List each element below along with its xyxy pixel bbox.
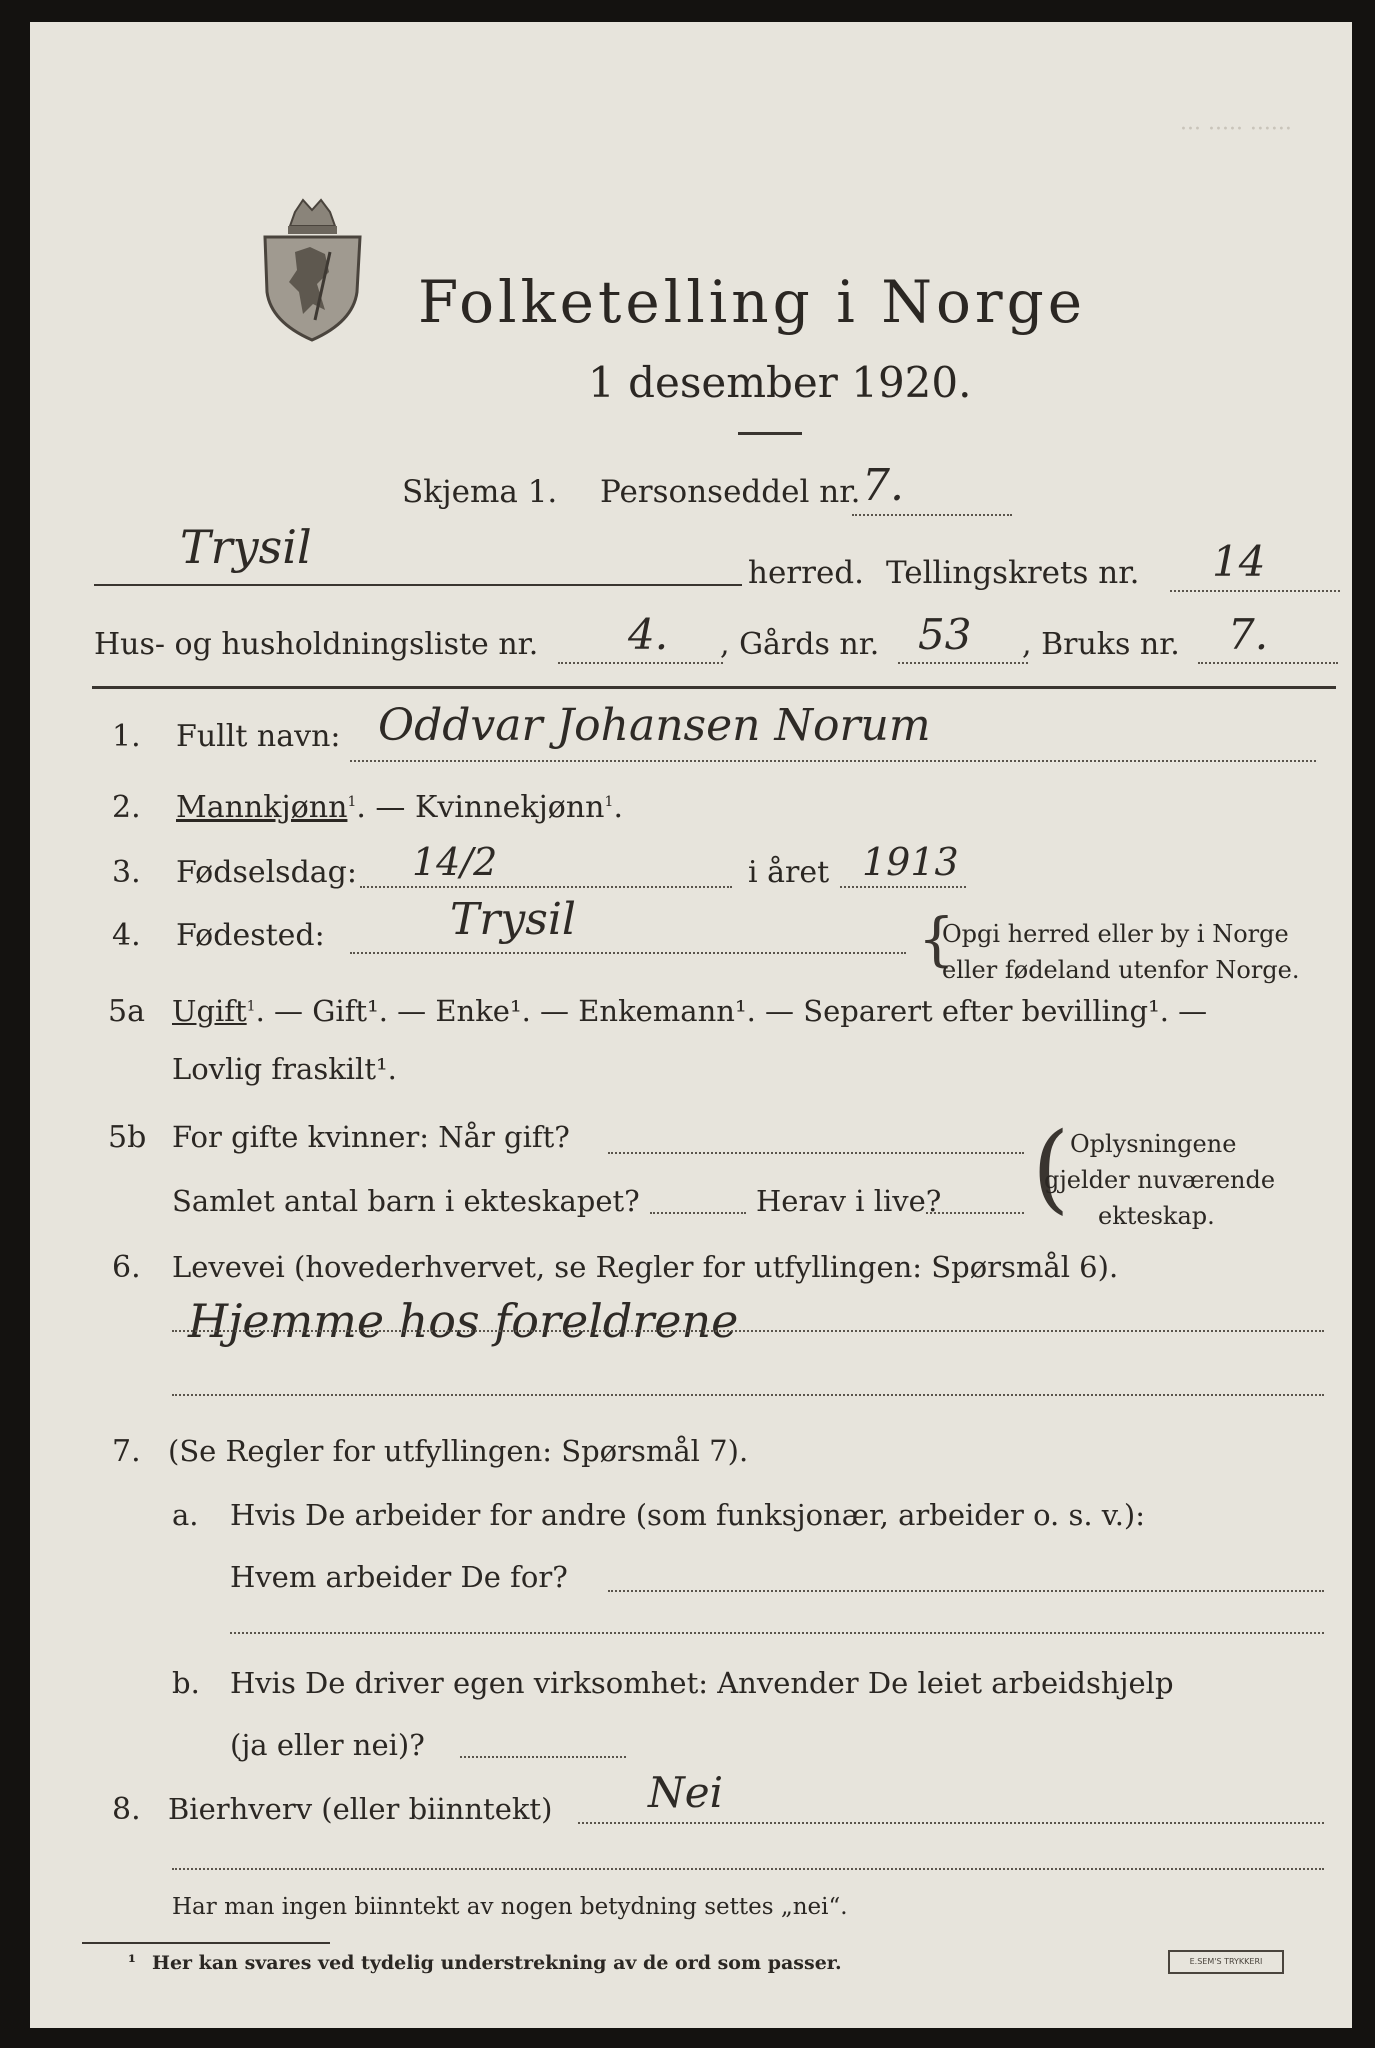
bleed-through-mark: ··· ····· ······ bbox=[1180, 117, 1292, 142]
gards-label: , Gårds nr. bbox=[720, 627, 880, 662]
q5b-label1: For gifte kvinner: Når gift? bbox=[172, 1120, 570, 1154]
q1-number: 1. bbox=[112, 719, 141, 754]
tellingskrets-line bbox=[1170, 590, 1340, 592]
husliste-value: 4. bbox=[628, 610, 669, 659]
q6-number: 6. bbox=[112, 1250, 141, 1285]
q7a-line2 bbox=[230, 1632, 1324, 1634]
q2-kvinnekjonn: Kvinnekjønn bbox=[414, 790, 605, 825]
q3-label: Fødselsdag: bbox=[176, 855, 357, 890]
q4-brace: { bbox=[918, 905, 955, 973]
q5b-line2 bbox=[650, 1212, 746, 1214]
census-form-page bbox=[30, 22, 1352, 2028]
q4-note-line2: eller fødeland utenfor Norge. bbox=[942, 956, 1300, 984]
q2-mannkjonn: Mannkjønn bbox=[176, 790, 348, 825]
q8-line2 bbox=[172, 1868, 1324, 1870]
q3-number: 3. bbox=[112, 855, 141, 890]
q5a-options: Ugift$^1$. — Gift¹. — Enke¹. — Enkemann¹. — Separert efter bevilling¹. — bbox=[172, 994, 1208, 1028]
husliste-label: Hus- og husholdningsliste nr. bbox=[94, 627, 539, 662]
q7b-text: Hvis De driver egen virksomhet: Anvender De leiet arbeidshjelp bbox=[230, 1666, 1174, 1700]
schema-label: Skjema 1. bbox=[402, 474, 558, 510]
q6-occupation: Hjemme hos foreldrene bbox=[188, 1294, 739, 1348]
q5a-number: 5a bbox=[108, 994, 145, 1029]
bruks-value: 7. bbox=[1228, 610, 1269, 659]
footnote-text: Her kan svares ved tydelig understrekning av de ord som passer. bbox=[152, 1952, 842, 1974]
q5b-label2: Samlet antal barn i ekteskapet? bbox=[172, 1184, 640, 1218]
q5b-brace: ( bbox=[1032, 1112, 1070, 1224]
herred-value: Trysil bbox=[180, 520, 312, 574]
q7a-mark: a. bbox=[172, 1498, 199, 1532]
q1-label: Fullt navn: bbox=[176, 719, 341, 754]
q4-birthplace: Trysil bbox=[450, 894, 576, 945]
q4-label: Fødested: bbox=[176, 918, 325, 953]
q6-line1 bbox=[172, 1330, 1324, 1332]
q3-year-line bbox=[840, 886, 966, 888]
q8-note: Har man ingen biinntekt av nogen betydning settes „nei“. bbox=[172, 1894, 848, 1920]
tellingskrets-value: 14 bbox=[1212, 537, 1266, 586]
q5a-other-options: . — Gift¹. — Enke¹. — Enkemann¹. — Separert efter bevilling¹. — bbox=[255, 994, 1208, 1028]
q5a-line2: Lovlig fraskilt¹. bbox=[172, 1052, 397, 1086]
q8-label: Bierhverv (eller biinntekt) bbox=[168, 1792, 553, 1826]
footnote-mark: ¹ bbox=[128, 1952, 136, 1973]
q7b-line bbox=[460, 1756, 626, 1758]
q7-label: (Se Regler for utfyllingen: Spørsmål 7). bbox=[168, 1434, 749, 1468]
q8-value: Nei bbox=[648, 1768, 724, 1817]
q3-birth-year: 1913 bbox=[862, 840, 959, 884]
q5b-label3: Herav i live? bbox=[756, 1184, 942, 1218]
q5b-note-line3: ekteskap. bbox=[1098, 1202, 1215, 1230]
bruks-line bbox=[1198, 662, 1338, 664]
form-title: Folketelling i Norge bbox=[418, 268, 1087, 336]
title-divider bbox=[738, 432, 802, 435]
q7a-question: Hvem arbeider De for? bbox=[230, 1560, 568, 1594]
form-date: 1 desember 1920. bbox=[588, 358, 972, 407]
bruks-label: , Bruks nr. bbox=[1022, 627, 1180, 662]
q6-line2 bbox=[172, 1394, 1324, 1396]
q5b-note-line1: Oplysningene bbox=[1070, 1130, 1237, 1158]
herred-label: herred. bbox=[748, 555, 864, 591]
q1-line bbox=[350, 760, 1316, 762]
q2-number: 2. bbox=[112, 790, 141, 825]
q7-number: 7. bbox=[112, 1434, 141, 1469]
q5b-line3 bbox=[926, 1212, 1024, 1214]
printer-stamp: E.SEM'S TRYKKERI bbox=[1168, 1950, 1284, 1974]
q5b-number: 5b bbox=[108, 1120, 147, 1155]
header-separator bbox=[92, 686, 1336, 689]
q5b-line1 bbox=[608, 1152, 1024, 1154]
q7a-text: Hvis De arbeider for andre (som funksjonær, arbeider o. s. v.): bbox=[230, 1498, 1146, 1532]
q1-full-name: Oddvar Johansen Norum bbox=[378, 700, 931, 751]
q4-line bbox=[350, 952, 906, 954]
q6-label: Levevei (hovederhvervet, se Regler for utfyllingen: Spørsmål 6). bbox=[172, 1250, 1119, 1284]
q2-options: Mannkjønn$^1$. — Kvinnekjønn$^1$. bbox=[176, 790, 623, 825]
q2-separator: . — bbox=[356, 790, 415, 825]
coat-of-arms-icon bbox=[255, 192, 370, 342]
personseddel-label: Personseddel nr. bbox=[600, 474, 861, 510]
q5a-ugift: Ugift bbox=[172, 994, 247, 1028]
q2-end: . bbox=[613, 790, 623, 825]
q7b-question: (ja eller nei)? bbox=[230, 1728, 425, 1762]
husliste-line bbox=[558, 662, 723, 664]
gards-line bbox=[898, 662, 1028, 664]
gards-value: 53 bbox=[918, 610, 972, 659]
q8-number: 8. bbox=[112, 1792, 141, 1827]
q7b-mark: b. bbox=[172, 1666, 200, 1700]
personseddel-line bbox=[852, 514, 1012, 516]
footnote-rule bbox=[82, 1942, 330, 1944]
q8-line1 bbox=[578, 1822, 1324, 1824]
personseddel-value: 7. bbox=[862, 460, 904, 511]
tellingskrets-label: Tellingskrets nr. bbox=[886, 555, 1140, 591]
q3-birthday: 14/2 bbox=[412, 840, 498, 884]
q7a-line1 bbox=[608, 1590, 1324, 1592]
q4-note-line1: Opgi herred eller by i Norge bbox=[942, 920, 1289, 948]
q3-year-label: i året bbox=[748, 855, 830, 890]
herred-line bbox=[94, 584, 742, 586]
q4-number: 4. bbox=[112, 918, 141, 953]
q3-line bbox=[360, 886, 732, 888]
q5b-note-line2: gjelder nuværende bbox=[1044, 1166, 1276, 1194]
